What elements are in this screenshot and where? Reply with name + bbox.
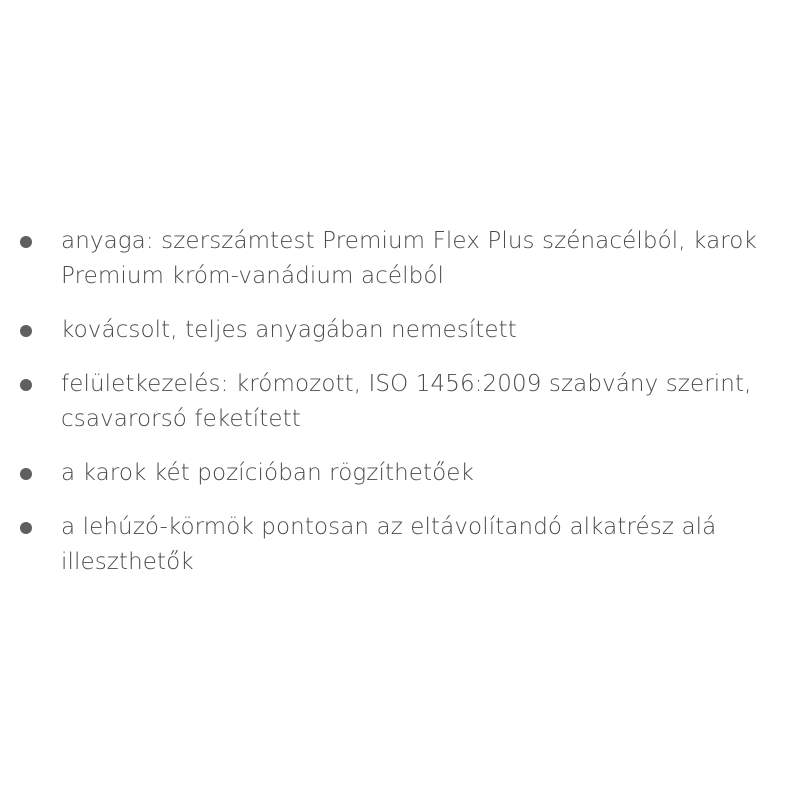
feature-item-material (0, 224, 800, 294)
feature-item-arms (0, 456, 800, 491)
feature-text: kovácsolt, teljes anyagában nemesített (61, 317, 517, 343)
feature-item-jaws (0, 510, 800, 580)
bullet-icon (20, 468, 32, 480)
bullet-icon (20, 522, 32, 534)
feature-text: felületkezelés: krómozott, ISO 1456:2009 szabvány szerint, csavarorsó feketített (61, 371, 752, 432)
bullet-icon (20, 379, 32, 391)
feature-text: a karok két pozícióban rögzíthetőek (61, 460, 474, 486)
feature-text: anyaga: szerszámtest Premium Flex Plus szénacélból, karok Premium króm-vanádium acélból (61, 228, 757, 289)
feature-item-forged (0, 313, 800, 348)
feature-list (0, 224, 800, 599)
bullet-icon (20, 325, 32, 337)
bullet-icon (20, 236, 32, 248)
feature-item-surface (0, 367, 800, 437)
feature-text: a lehúzó-körmök pontosan az eltávolítandó alkatrész alá illeszthetők (61, 514, 717, 575)
